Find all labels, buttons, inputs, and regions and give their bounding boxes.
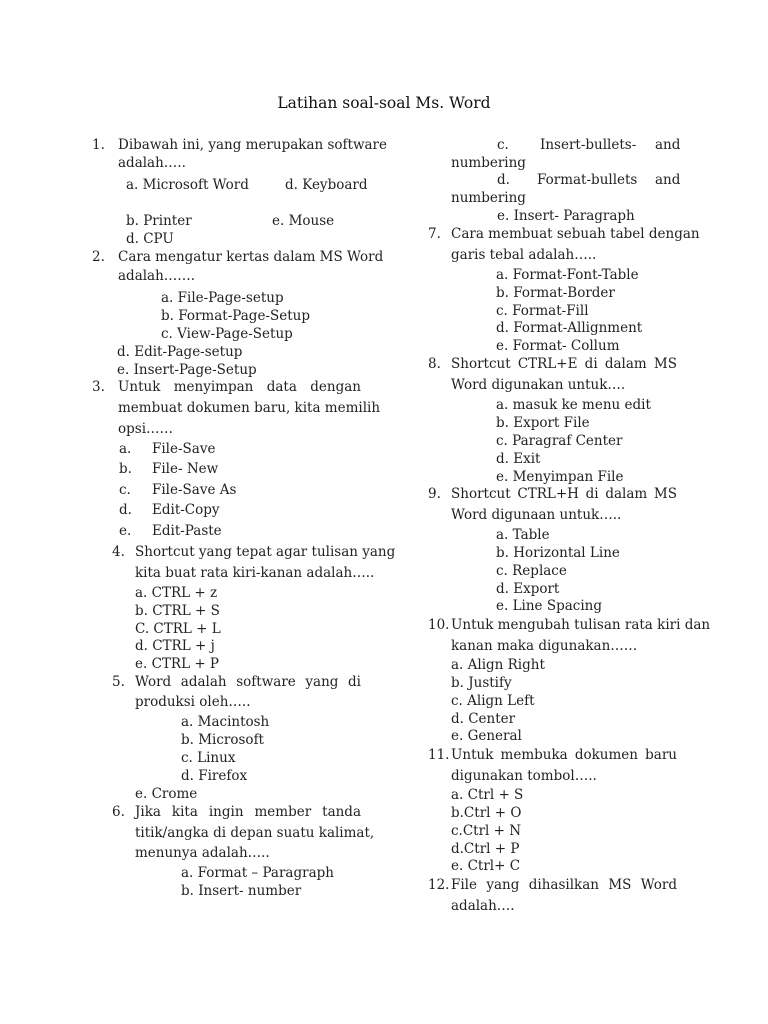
question-text: Word digunakan untuk…. [451, 377, 626, 393]
question-text: kita buat rata kiri-kanan adalah….. [135, 565, 375, 581]
question-number: 5. [112, 674, 125, 690]
question-number: 9. [428, 486, 441, 502]
answer-option: d. CPU [126, 231, 174, 247]
answer-option: a. masuk ke menu edit [496, 397, 651, 413]
option-letter: e. [119, 523, 132, 539]
question-number: 2. [92, 249, 105, 265]
option-letter: c. [119, 482, 131, 498]
question-number: 7. [428, 226, 441, 242]
answer-option: a. Ctrl + S [451, 787, 524, 803]
answer-option: b. CTRL + S [135, 603, 220, 619]
answer-option: e. General [451, 728, 522, 744]
question-text: adalah……. [118, 268, 196, 284]
question-text: kanan maka digunakan…… [451, 638, 638, 654]
question-text: Shortcut yang tepat agar tulisan yang [135, 544, 396, 560]
option-letter: d. [497, 172, 510, 188]
answer-option: a. File-Page-setup [161, 290, 284, 306]
answer-option: d. Keyboard [285, 177, 368, 193]
answer-option: a. Table [496, 527, 550, 543]
answer-option: a. Macintosh [181, 714, 270, 730]
answer-option: File-Save As [152, 482, 237, 498]
option-letter: b. [119, 461, 132, 477]
answer-option: c.Ctrl + N [451, 823, 522, 839]
question-text: Cara mengatur kertas dalam MS Word [118, 249, 384, 265]
answer-option: and [655, 137, 681, 153]
question-text: Jika kita ingin member tanda [135, 804, 361, 820]
question-text: Untuk membuka dokumen baru [451, 747, 677, 763]
answer-option: b. Export File [496, 415, 590, 431]
question-text: menunya adalah….. [135, 845, 270, 861]
question-number: 3. [92, 379, 105, 395]
answer-option: a. Format – Paragraph [181, 865, 334, 881]
answer-option: numbering [451, 155, 526, 171]
answer-option: e. Insert-Page-Setup [117, 362, 257, 378]
question-text: digunakan tombol….. [451, 768, 597, 784]
question-text: membuat dokumen baru, kita memilih [118, 400, 381, 416]
question-text: garis tebal adalah….. [451, 247, 597, 263]
answer-option: c. Linux [181, 750, 236, 766]
answer-option: numbering [451, 190, 526, 206]
answer-option: c. Paragraf Center [496, 433, 623, 449]
answer-option: a. Align Right [451, 657, 545, 673]
answer-option: Insert-bullets- [540, 137, 637, 153]
answer-option: b. Insert- number [181, 883, 302, 899]
question-text: Untuk mengubah tulisan rata kiri dan [451, 617, 711, 633]
question-number: 6. [112, 804, 125, 820]
option-letter: a. [119, 441, 132, 457]
answer-option: d. CTRL + j [135, 638, 215, 654]
question-text: titik/angka di depan suatu kalimat, [135, 825, 375, 841]
question-number: 8. [428, 356, 441, 372]
question-text: Untuk menyimpan data dengan [118, 379, 361, 395]
answer-option: and [655, 172, 681, 188]
answer-option: b. Horizontal Line [496, 545, 620, 561]
answer-option: Edit-Copy [152, 502, 220, 518]
answer-option: e. CTRL + P [135, 656, 220, 672]
answer-option: d. Exit [496, 451, 541, 467]
answer-option: e. Line Spacing [496, 598, 602, 614]
question-text: Word adalah software yang di [135, 674, 361, 690]
answer-option: a. CTRL + z [135, 585, 218, 601]
answer-option: e. Mouse [272, 213, 335, 229]
question-text: Shortcut CTRL+E di dalam MS [451, 356, 677, 372]
answer-option: File-Save [152, 441, 216, 457]
answer-option: b. Printer [126, 213, 192, 229]
answer-option: b. Format-Border [496, 285, 615, 301]
answer-option: C. CTRL + L [135, 621, 221, 637]
question-text: produksi oleh….. [135, 694, 251, 710]
answer-option: b.Ctrl + O [451, 805, 522, 821]
answer-option: d. Export [496, 581, 560, 597]
answer-option: c. Align Left [451, 693, 535, 709]
answer-option: e. Insert- Paragraph [497, 208, 635, 224]
answer-option: a. Microsoft Word [126, 177, 249, 193]
option-letter: d. [119, 502, 132, 518]
question-text: Dibawah ini, yang merupakan software [118, 137, 388, 153]
question-text: Cara membuat sebuah tabel dengan [451, 226, 700, 242]
question-number: 10. [428, 617, 450, 633]
answer-option: e. Crome [135, 786, 198, 802]
question-text: Shortcut CTRL+H di dalam MS [451, 486, 677, 502]
answer-option: b. Microsoft [181, 732, 264, 748]
option-letter: c. [497, 137, 509, 153]
question-number: 4. [112, 544, 125, 560]
answer-option: c. Replace [496, 563, 567, 579]
answer-option: e. Ctrl+ C [451, 858, 521, 874]
question-text: opsi…… [118, 421, 174, 437]
question-number: 12. [428, 877, 450, 893]
answer-option: c. View-Page-Setup [161, 326, 293, 342]
answer-option: a. Format-Font-Table [496, 267, 639, 283]
answer-option: d. Firefox [181, 768, 248, 784]
page-title: Latihan soal-soal Ms. Word [277, 94, 491, 112]
answer-option: d.Ctrl + P [451, 841, 520, 857]
answer-option: File- New [152, 461, 219, 477]
question-text: adalah….. [118, 155, 186, 171]
answer-option: Edit-Paste [152, 523, 222, 539]
answer-option: e. Menyimpan File [496, 469, 624, 485]
answer-option: c. Format-Fill [496, 303, 589, 319]
answer-option: d. Format-Allignment [496, 320, 643, 336]
question-text: File yang dihasilkan MS Word [451, 877, 677, 893]
answer-option: d. Center [451, 711, 516, 727]
answer-option: b. Format-Page-Setup [161, 308, 310, 324]
answer-option: d. Edit-Page-setup [117, 344, 243, 360]
answer-option: Format-bullets [537, 172, 638, 188]
question-text: adalah…. [451, 898, 515, 914]
question-number: 1. [92, 137, 105, 153]
answer-option: e. Format- Collum [496, 338, 620, 354]
question-number: 11. [428, 747, 450, 763]
question-text: Word digunaan untuk….. [451, 507, 622, 523]
answer-option: b. Justify [451, 675, 512, 691]
